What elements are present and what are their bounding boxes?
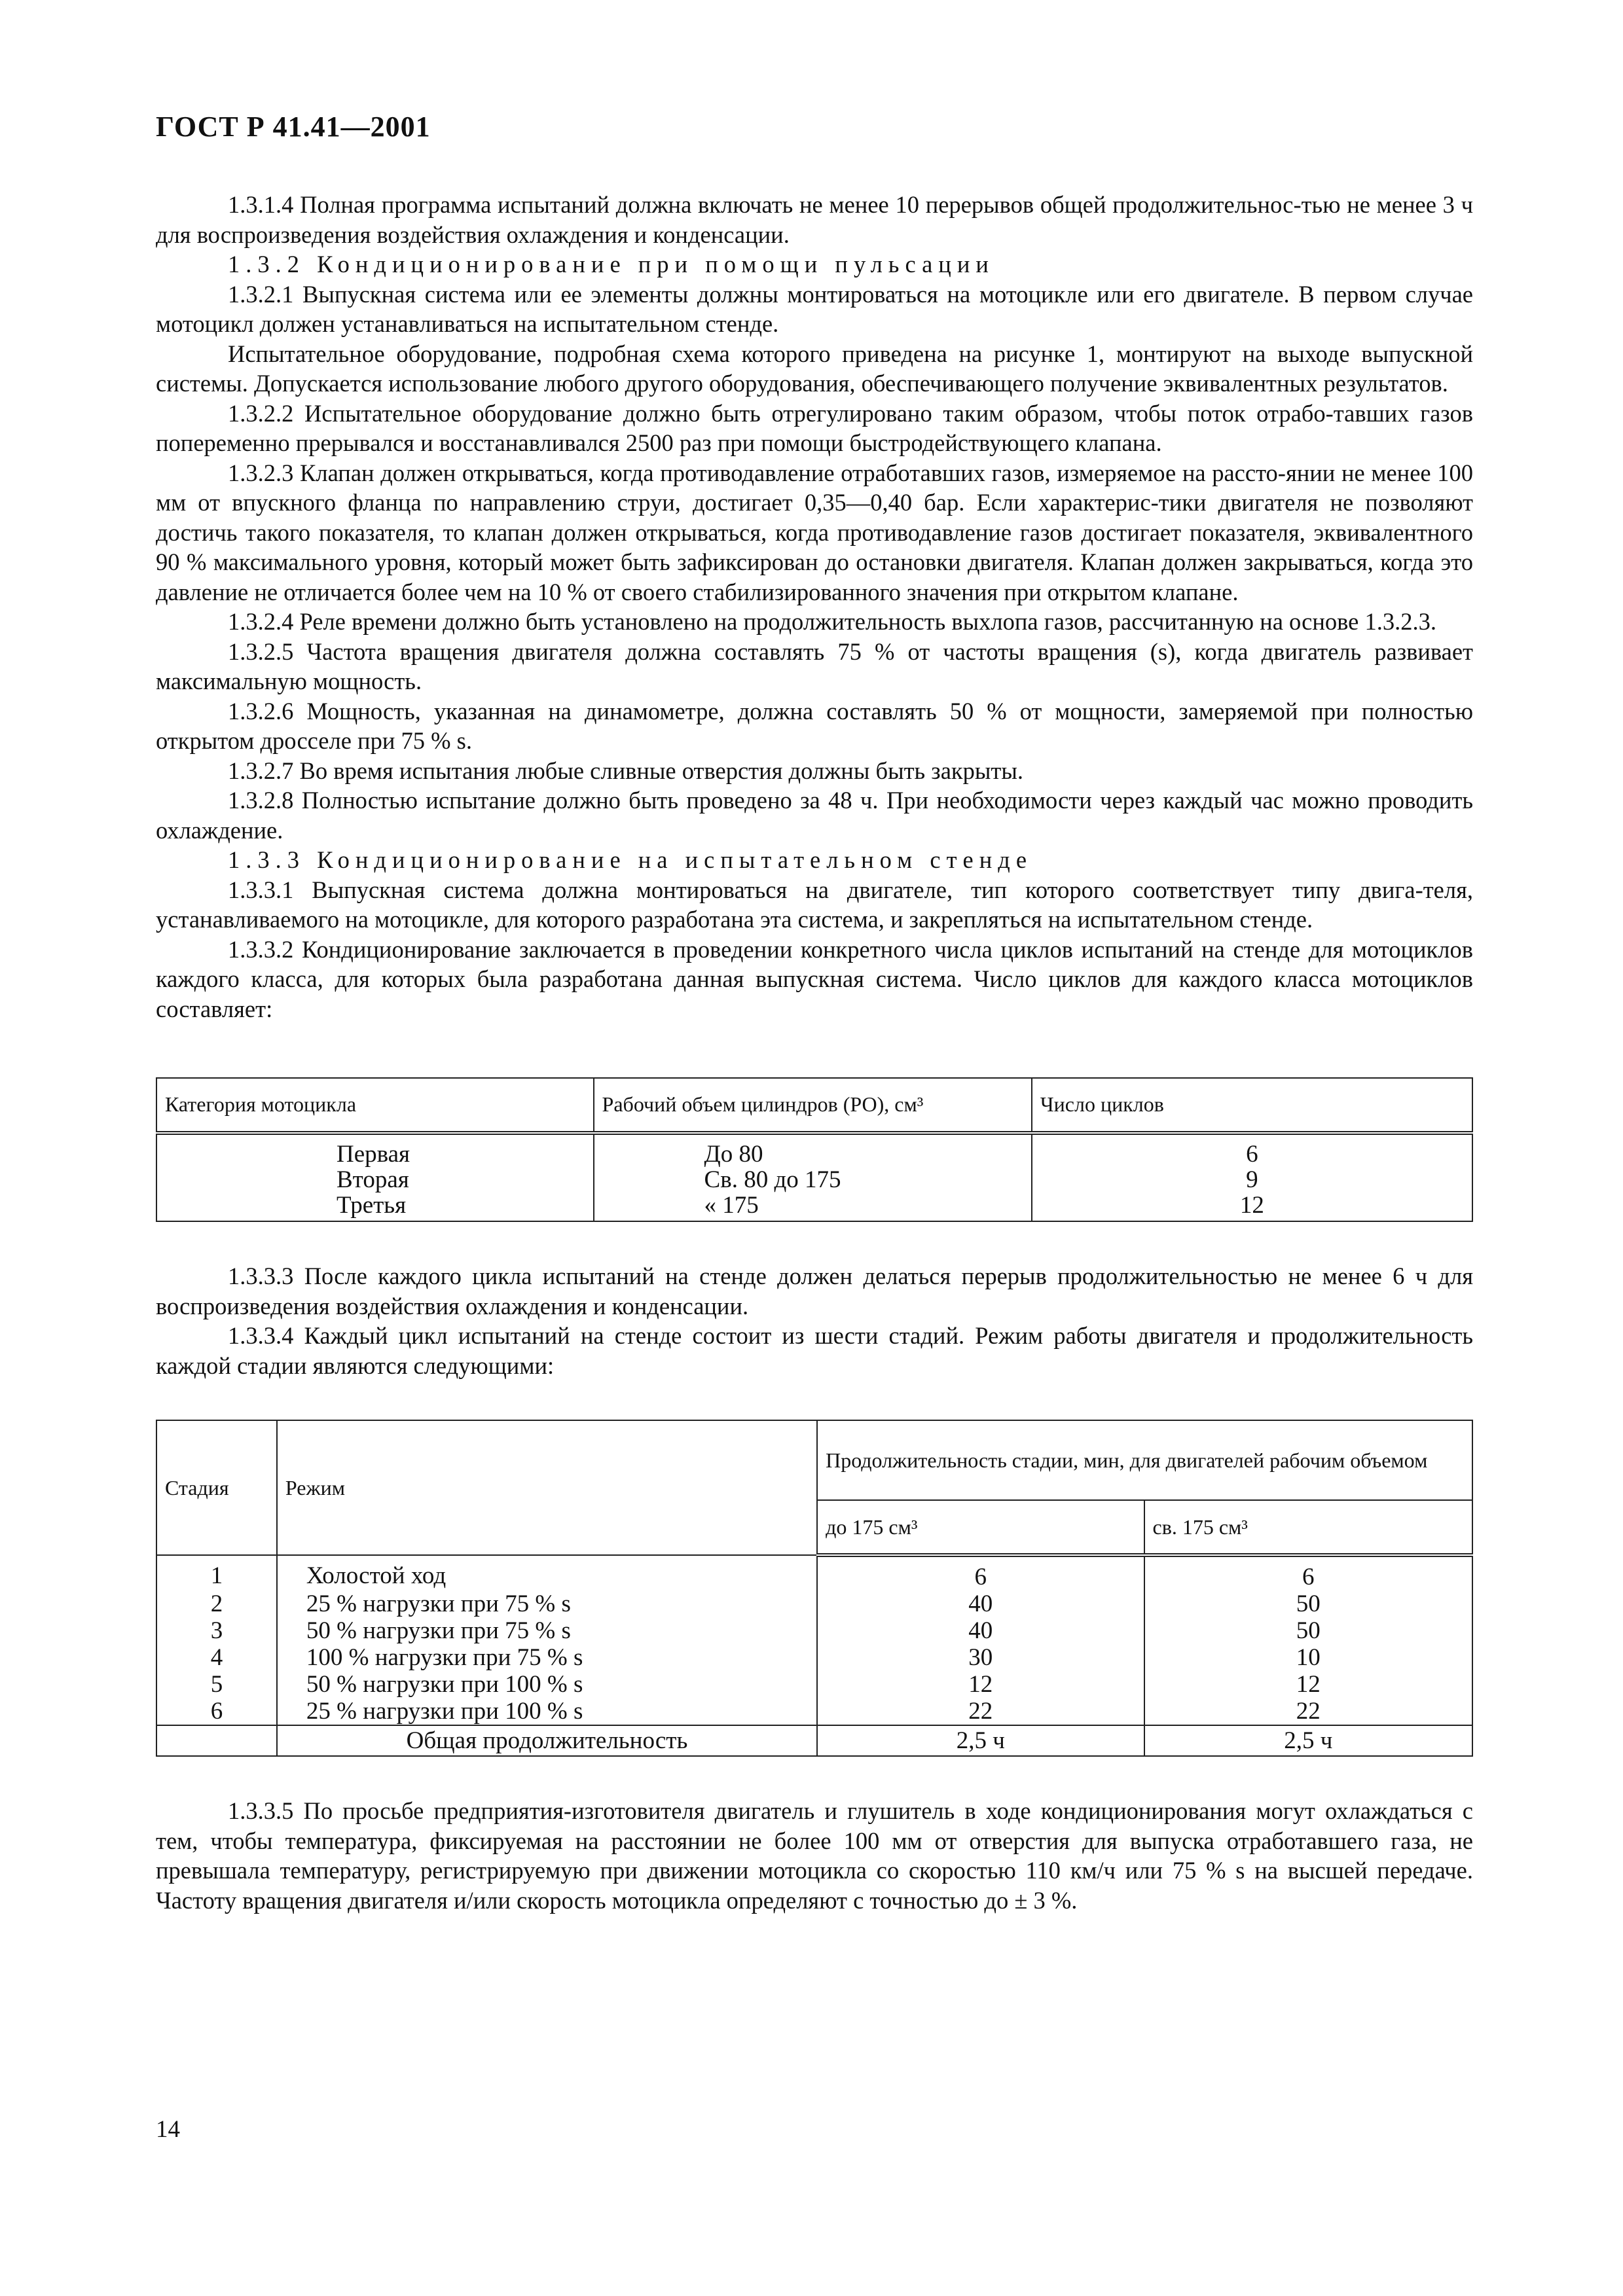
paragraph-1-3-3-2: 1.3.3.2 Кондиционирование заключается в проведении конкретного числа циклов испытаний на стенде для мотоциклов каждого класса, для которых была разработана данная выпускная система. Число циклов для каждого класса мотоциклов составляет: [156,935,1473,1022]
paragraph-1-3-3-5: 1.3.3.5 По просьбе предприятия-изготовителя двигатель и глушитель в ходе кондиционирования могут охлаждаться с тем, чтобы температура, фиксируемая на расстоянии не более 100 мм от отверстия для выпуска отработавшего газа, не превышала температуру, регистрируемую при движении мотоцикла со скоростью 110 км/ч или 75 % s на высшей передаче. Частоту вращения двигателя и/или скорость мотоцикла определяют с точностью до ± 3 %. [156,1797,1473,1914]
stage-small: 30 [817,1644,1144,1671]
paragraph-1-3-2-8: 1.3.2.8 Полностью испытание должно быть проведено за 48 ч. При необходимости через каждый час можно проводить охлаждение. [156,787,1473,844]
page-number: 14 [156,2116,180,2143]
cycles-table [156,1077,1473,1222]
stages-header-large: св. 175 см³ [1144,1500,1472,1555]
cycles-header-count: Число циклов [1032,1078,1472,1133]
cycles-volume: Св. 80 до 175 [594,1167,1032,1193]
stage-mode: 25 % нагрузки при 100 % s [277,1698,817,1725]
paragraph-1-3-2-2: 1.3.2.2 Испытательное оборудование должно быть отрегулировано таким образом, чтобы поток отрабо-тавших газов попеременно прерывался и восстанавливался 2500 раз при помощи быстродействующего клапана. [156,399,1473,456]
total-small: 2,5 ч [817,1725,1144,1756]
document-body [156,190,1473,1915]
paragraph-1-3-2-4: 1.3.2.4 Реле времени должно быть установлено на продолжительность выхлопа газов, рассчитанную на основе 1.3.2.3. [228,608,1437,635]
table-row [156,1617,1472,1644]
stage-small: 40 [817,1617,1144,1644]
table-row [156,1671,1472,1698]
stage-small: 40 [817,1590,1144,1617]
table-row [156,1590,1472,1617]
paragraph-1-3-2-7: 1.3.2.7 Во время испытания любые сливные отверстия должны быть закрыты. [228,757,1024,784]
total-large: 2,5 ч [1144,1725,1472,1756]
stages-header-stage: Стадия [156,1420,277,1555]
stage-large: 12 [1144,1671,1472,1698]
table-row [156,1167,1472,1193]
stages-header-duration: Продолжительность стадии, мин, для двигателей рабочим объемом [817,1420,1472,1500]
stage-mode: 50 % нагрузки при 100 % s [277,1671,817,1698]
cycles-category: Вторая [156,1167,594,1193]
stage-large: 50 [1144,1617,1472,1644]
total-label: Общая продолжительность [277,1725,817,1756]
section-heading-1-3-2: 1.3.2 Кондиционирование при помощи пульсации [228,251,994,278]
stage-large: 6 [1144,1555,1472,1590]
paragraphs-top [156,190,1473,1024]
paragraph-1-3-3-4: 1.3.3.4 Каждый цикл испытаний на стенде состоит из шести стадий. Режим работы двигателя и продолжительность каждой стадии являются следующими: [156,1322,1473,1379]
cycles-header-category: Категория мотоцикла [156,1078,594,1133]
stage-number: 2 [156,1590,277,1617]
paragraphs-mid [156,1261,1473,1380]
stages-header-mode: Режим [277,1420,817,1555]
paragraph-1-3-2-6: 1.3.2.6 Мощность, указанная на динамометре, должна составлять 50 % от мощности, замеряемой при полностью открытом дросселе при 75 % s. [156,697,1473,754]
paragraph-1-3-2-1: 1.3.2.1 Выпускная система или ее элементы должны монтироваться на мотоцикле или его двигателе. В первом случае мотоцикл должен устанавливаться на испытательном стенде. [156,280,1473,337]
stage-large: 50 [1144,1590,1472,1617]
stage-number: 3 [156,1617,277,1644]
stages-table [156,1420,1473,1757]
stage-small: 12 [817,1671,1144,1698]
table-row [156,1133,1472,1167]
cycles-count: 12 [1032,1193,1472,1221]
paragraph-1-3-2-5: 1.3.2.5 Частота вращения двигателя должна составлять 75 % от частоты вращения (s), когда двигатель развивает максимальную мощность. [156,637,1473,694]
total-row [156,1725,1472,1756]
cycles-count: 9 [1032,1167,1472,1193]
cycles-count: 6 [1032,1133,1472,1167]
paragraph-1-3-3-1: 1.3.3.1 Выпускная система должна монтироваться на двигателе, тип которого соответствует типу двига-теля, устанавливаемого на мотоцикле, для которого разработана эта система, и закрепляться на испытательном стенде. [156,876,1473,933]
stage-large: 22 [1144,1698,1472,1725]
cycles-volume: До 80 [594,1133,1032,1167]
document-header: ГОСТ Р 41.41—2001 [156,111,431,143]
cycles-volume: « 175 [594,1193,1032,1221]
stage-number: 5 [156,1671,277,1698]
paragraph-1-3-3-3: 1.3.3.3 После каждого цикла испытаний на стенде должен делаться перерыв продолжительностью не менее 6 ч для воспроизведения воздействия охлаждения и конденсации. [156,1263,1473,1319]
stage-small: 22 [817,1698,1144,1725]
cycles-category: Первая [156,1133,594,1167]
stage-number: 6 [156,1698,277,1725]
stages-header-small: до 175 см³ [817,1500,1144,1555]
stage-number: 1 [156,1555,277,1590]
table-row [156,1698,1472,1725]
section-heading-1-3-3: 1.3.3 Кондиционирование на испытательном стенде [228,846,1033,873]
table-row [156,1555,1472,1590]
cycles-header-volume: Рабочий объем цилиндров (РО), см³ [594,1078,1032,1133]
paragraphs-bottom [156,1796,1473,1915]
paragraph-1-3-2-3: 1.3.2.3 Клапан должен открываться, когда противодавление отработавших газов, измеряемое на рассто-янии не менее 100 мм от впускного фланца по направлению струи, достигает 0,35—0,40 бар. Если характерис-тики двигателя не позволяют достичь такого показателя, то клапан должен открываться, когда противодавление газов достигает показателя, эквивалентного 90 % максимального уровня, который может быть зафиксирован до остановки двигателя. Клапан должен закрываться, когда это давление не отличается более чем на 10 % от своего стабилизированного значения при открытом клапане. [156,459,1473,605]
stage-mode: 100 % нагрузки при 75 % s [277,1644,817,1671]
cycles-category: Третья [156,1193,594,1221]
stage-large: 10 [1144,1644,1472,1671]
stage-mode: 50 % нагрузки при 75 % s [277,1617,817,1644]
stage-mode: Холостой ход [277,1555,817,1590]
total-empty-cell [156,1725,277,1756]
table-row [156,1644,1472,1671]
paragraph-1-3-1-4: 1.3.1.4 Полная программа испытаний должна включать не менее 10 перерывов общей продолжительнос-тью не менее 3 ч для воспроизведения воздействия охлаждения и конденсации. [156,191,1473,248]
stage-number: 4 [156,1644,277,1671]
stage-mode: 25 % нагрузки при 75 % s [277,1590,817,1617]
table-row [156,1193,1472,1221]
stage-small: 6 [817,1555,1144,1590]
paragraph-equipment: Испытательное оборудование, подробная схема которого приведена на рисунке 1, монтируют на выходе выпускной системы. Допускается использование любого другого оборудования, обеспечивающего получение эквивалентных результатов. [156,340,1473,397]
